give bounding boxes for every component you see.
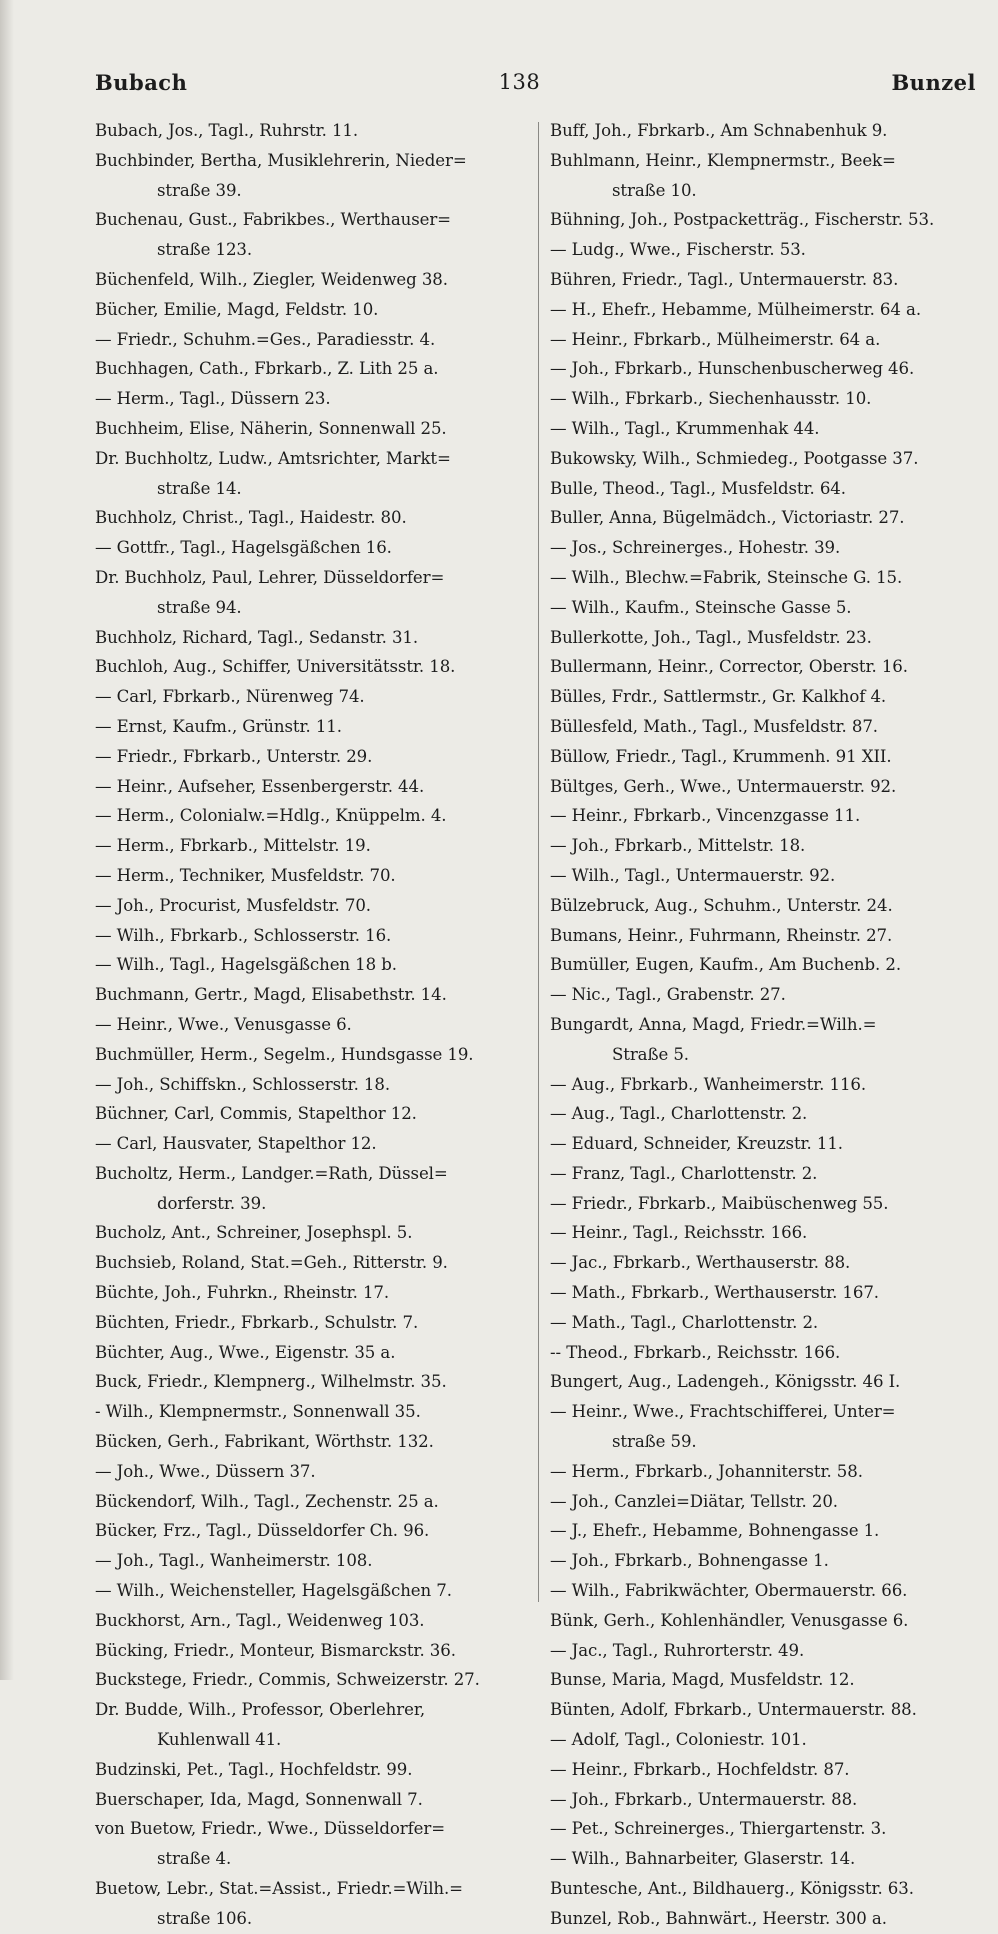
directory-entry (550, 1189, 990, 1219)
directory-entry (95, 861, 515, 891)
directory-entry (95, 1814, 515, 1874)
entry-text: — J., Ehefr., Hebamme, Bohnengasse 1. (550, 1521, 880, 1541)
entry-text: — Heinr., Wwe., Venusgasse 6. (95, 1014, 352, 1034)
entry-text: Buchmann, Gertr., Magd, Elisabethstr. 14. (95, 985, 447, 1005)
directory-entry (95, 652, 515, 682)
entry-continuation: straße 14. (157, 478, 242, 498)
directory-entry (95, 1040, 515, 1070)
directory-entry (550, 1338, 990, 1368)
directory-entry (95, 1665, 515, 1695)
entry-continuation: straße 94. (157, 597, 242, 617)
directory-entry (550, 205, 990, 235)
directory-entry (550, 1010, 990, 1070)
entry-text: — Herm., Fbrkarb., Johanniterstr. 58. (550, 1461, 863, 1481)
directory-entry (95, 1367, 515, 1397)
entry-text: — Wilh., Kaufm., Steinsche Gasse 5. (550, 597, 852, 617)
directory-entry (95, 295, 515, 325)
directory-entry (550, 1129, 990, 1159)
directory-entry (550, 1904, 990, 1934)
entry-text: Buckhorst, Arn., Tagl., Weidenweg 103. (95, 1610, 425, 1630)
entry-continuation: straße 39. (157, 180, 242, 200)
entry-text: — Jos., Schreinerges., Hohestr. 39. (550, 538, 841, 558)
directory-entry (550, 474, 990, 504)
entry-text: — Joh., Fbrkarb., Hunschenbuscherweg 46. (550, 359, 915, 379)
entry-text: Bückendorf, Wilh., Tagl., Zechenstr. 25 a. (95, 1491, 439, 1511)
entry-text: Bucholz, Ant., Schreiner, Josephspl. 5. (95, 1223, 413, 1243)
entry-text: — Heinr., Wwe., Frachtschifferei, Unter= (550, 1402, 896, 1422)
directory-entry (95, 1606, 515, 1636)
directory-entry (550, 831, 990, 861)
directory-entry (550, 1487, 990, 1517)
directory-entry (95, 742, 515, 772)
entry-text: Bücking, Friedr., Monteur, Bismarckstr. 36. (95, 1640, 456, 1660)
directory-entry (95, 1546, 515, 1576)
directory-entry (95, 116, 515, 146)
entry-text: Büchner, Carl, Commis, Stapelthor 12. (95, 1104, 417, 1124)
directory-entry (95, 950, 515, 980)
directory-entry (550, 265, 990, 295)
directory-entry (550, 742, 990, 772)
entry-text: - Wilh., Klempnermstr., Sonnenwall 35. (95, 1402, 421, 1422)
entry-text: Büchenfeld, Wilh., Ziegler, Weidenweg 38. (95, 269, 448, 289)
entry-text: Bullerkotte, Joh., Tagl., Musfeldstr. 23. (550, 627, 872, 647)
entry-continuation: straße 123. (157, 240, 253, 260)
entry-text: — Aug., Tagl., Charlottenstr. 2. (550, 1104, 808, 1124)
directory-entry (550, 1159, 990, 1189)
entry-text: — Wilh., Fbrkarb., Siechenhausstr. 10. (550, 389, 872, 409)
directory-entry (95, 563, 515, 623)
directory-entry (550, 563, 990, 593)
header-right-word: Bunzel (891, 69, 976, 95)
directory-entry (550, 1308, 990, 1338)
entry-text: — Carl, Hausvater, Stapelthor 12. (95, 1134, 377, 1154)
entry-continuation: Kuhlenwall 41. (157, 1730, 282, 1750)
entry-text: — Wilh., Tagl., Krummenhak 44. (550, 418, 820, 438)
entry-text: Bühning, Joh., Postpacketträg., Fischerstr. 53. (550, 210, 935, 230)
directory-entry (550, 891, 990, 921)
directory-entry (550, 682, 990, 712)
entry-text: Buchholz, Richard, Tagl., Sedanstr. 31. (95, 627, 419, 647)
directory-entry (95, 1785, 515, 1815)
directory-entry (95, 1099, 515, 1129)
entry-text: — Wilh., Blechw.=Fabrik, Steinsche G. 15. (550, 567, 903, 587)
entry-text: — Wilh., Fbrkarb., Schlosserstr. 16. (95, 925, 392, 945)
entry-text: — Math., Fbrkarb., Werthauserstr. 167. (550, 1283, 879, 1303)
directory-entry (550, 652, 990, 682)
entry-text: Dr. Budde, Wilh., Professor, Oberlehrer, (95, 1700, 426, 1720)
entry-continuation: straße 59. (612, 1432, 697, 1452)
directory-entry (95, 1457, 515, 1487)
directory-entry (550, 921, 990, 951)
directory-entry (550, 1636, 990, 1666)
directory-entry (550, 1516, 990, 1546)
entry-text: — Friedr., Fbrkarb., Unterstr. 29. (95, 746, 373, 766)
entry-continuation: straße 106. (157, 1908, 253, 1928)
entry-text: Buchloh, Aug., Schiffer, Universitätsstr. 18. (95, 657, 456, 677)
header-left-word: Bubach (95, 69, 188, 95)
directory-entry (550, 1099, 990, 1129)
directory-entry (550, 1218, 990, 1248)
entry-text: Dr. Buchholtz, Ludw., Amtsrichter, Markt= (95, 448, 451, 468)
entry-text: Dr. Buchholz, Paul, Lehrer, Düsseldorfer= (95, 567, 445, 587)
directory-entry (550, 861, 990, 891)
entry-text: Bunse, Maria, Magd, Musfeldstr. 12. (550, 1670, 855, 1690)
entry-text: Bücher, Emilie, Magd, Feldstr. 10. (95, 299, 379, 319)
directory-entry (95, 1516, 515, 1546)
directory-entry (95, 1070, 515, 1100)
directory-entry (95, 265, 515, 295)
entry-text: — Joh., Fbrkarb., Mittelstr. 18. (550, 836, 806, 856)
directory-entry (95, 1695, 515, 1755)
entry-text: Bunzel, Rob., Bahnwärt., Heerstr. 300 a. (550, 1908, 887, 1928)
directory-entry (95, 1576, 515, 1606)
entry-text: — Ludg., Wwe., Fischerstr. 53. (550, 240, 806, 260)
entry-continuation: straße 4. (157, 1849, 232, 1869)
directory-entry (550, 533, 990, 563)
entry-text: — Herm., Fbrkarb., Mittelstr. 19. (95, 836, 371, 856)
directory-entry (550, 593, 990, 623)
directory-entry (550, 414, 990, 444)
entry-text: Buck, Friedr., Klempnerg., Wilhelmstr. 35. (95, 1372, 447, 1392)
entry-continuation: straße 10. (612, 180, 697, 200)
directory-entry (550, 980, 990, 1010)
entry-text: — Aug., Fbrkarb., Wanheimerstr. 116. (550, 1074, 867, 1094)
directory-entry (95, 1010, 515, 1040)
directory-entry (550, 235, 990, 265)
directory-entry (550, 1070, 990, 1100)
directory-entry (95, 712, 515, 742)
directory-entry (550, 1248, 990, 1278)
directory-entry (95, 682, 515, 712)
entry-text: Bühren, Friedr., Tagl., Untermauerstr. 83. (550, 269, 899, 289)
directory-entry (550, 384, 990, 414)
directory-entry (95, 623, 515, 653)
entry-text: — Wilh., Fabrikwächter, Obermauerstr. 66. (550, 1581, 908, 1601)
directory-entry (95, 325, 515, 355)
entry-text: Bulle, Theod., Tagl., Musfeldstr. 64. (550, 478, 846, 498)
directory-entry (95, 414, 515, 444)
entry-text: — Friedr., Schuhm.=Ges., Paradiesstr. 4. (95, 329, 436, 349)
entry-text: Bücken, Gerh., Fabrikant, Wörthstr. 132. (95, 1432, 434, 1452)
entry-text: — Eduard, Schneider, Kreuzstr. 11. (550, 1134, 843, 1154)
entry-text: — Pet., Schreinerges., Thiergartenstr. 3. (550, 1819, 887, 1839)
page-number: 138 (498, 70, 541, 94)
directory-entry (95, 1248, 515, 1278)
directory-entry (95, 1636, 515, 1666)
entry-text: — Herm., Colonialw.=Hdlg., Knüppelm. 4. (95, 806, 447, 826)
entry-text: Buerschaper, Ida, Magd, Sonnenwall 7. (95, 1789, 423, 1809)
directory-entry (550, 1397, 990, 1457)
directory-entry (550, 1785, 990, 1815)
directory-entry (550, 325, 990, 355)
directory-entry (550, 801, 990, 831)
entry-text: Buchmüller, Herm., Segelm., Hundsgasse 19. (95, 1044, 474, 1064)
directory-entry (95, 1755, 515, 1785)
entry-continuation: dorferstr. 39. (157, 1193, 267, 1213)
entry-text: — Heinr., Fbrkarb., Mülheimerstr. 64 a. (550, 329, 881, 349)
directory-entry (95, 533, 515, 563)
entry-text: — Carl, Fbrkarb., Nürenweg 74. (95, 687, 365, 707)
entry-text: — Jac., Fbrkarb., Werthauserstr. 88. (550, 1253, 851, 1273)
directory-entry (550, 1546, 990, 1576)
entry-text: — Wilh., Bahnarbeiter, Glaserstr. 14. (550, 1849, 856, 1869)
directory-entry (550, 623, 990, 653)
entry-text: Bünten, Adolf, Fbrkarb., Untermauerstr. 88. (550, 1700, 917, 1720)
entry-text: Bungardt, Anna, Magd, Friedr.=Wilh.= (550, 1014, 877, 1034)
directory-entry (550, 1725, 990, 1755)
entry-text: von Buetow, Friedr., Wwe., Düsseldorfer= (95, 1819, 445, 1839)
entry-text: Buchheim, Elise, Näherin, Sonnenwall 25. (95, 418, 447, 438)
entry-text: Buntesche, Ant., Bildhauerg., Königsstr. 63. (550, 1879, 914, 1899)
directory-entry (550, 772, 990, 802)
entry-text: Bücker, Frz., Tagl., Düsseldorfer Ch. 96. (95, 1521, 430, 1541)
entry-text: — Herm., Tagl., Düssern 23. (95, 389, 331, 409)
entry-text: Buchsieb, Roland, Stat.=Geh., Ritterstr. 9. (95, 1253, 448, 1273)
directory-entry (95, 772, 515, 802)
entry-text: Bünk, Gerh., Kohlenhändler, Venusgasse 6. (550, 1610, 909, 1630)
directory-entry (95, 1308, 515, 1338)
entry-text: — Wilh., Tagl., Hagelsgäßchen 18 b. (95, 955, 397, 975)
entry-text: — Wilh., Tagl., Untermauerstr. 92. (550, 865, 836, 885)
directory-entry (550, 1874, 990, 1904)
directory-entry (95, 1218, 515, 1248)
directory-entry (550, 444, 990, 474)
entry-text: Bungert, Aug., Ladengeh., Königsstr. 46 I. (550, 1372, 901, 1392)
directory-entry (95, 1874, 515, 1934)
directory-entry (550, 295, 990, 325)
directory-entry (550, 1814, 990, 1844)
entry-text: Bullermann, Heinr., Corrector, Oberstr. 16. (550, 657, 908, 677)
directory-entry (550, 1665, 990, 1695)
entry-text: Büllesfeld, Math., Tagl., Musfeldstr. 87. (550, 716, 878, 736)
entry-text: Büchten, Friedr., Fbrkarb., Schulstr. 7. (95, 1312, 419, 1332)
left-column (95, 116, 515, 1934)
entry-text: Buff, Joh., Fbrkarb., Am Schnabenhuk 9. (550, 121, 888, 140)
directory-entry (550, 712, 990, 742)
directory-entry (95, 354, 515, 384)
entry-text: — Herm., Techniker, Musfeldstr. 70. (95, 865, 396, 885)
entry-text: -- Theod., Fbrkarb., Reichsstr. 166. (550, 1342, 841, 1362)
directory-entry (95, 1487, 515, 1517)
entry-text: — Heinr., Aufseher, Essenbergerstr. 44. (95, 776, 425, 796)
directory-entry (550, 1457, 990, 1487)
entry-text: Bültges, Gerh., Wwe., Untermauerstr. 92. (550, 776, 897, 796)
entry-text: Bucholtz, Herm., Landger.=Rath, Düssel= (95, 1163, 448, 1183)
entry-text: Bumans, Heinr., Fuhrmann, Rheinstr. 27. (550, 925, 893, 945)
entry-text: Buchbinder, Bertha, Musiklehrerin, Nieder= (95, 150, 467, 170)
entry-text: — Heinr., Fbrkarb., Vincenzgasse 11. (550, 806, 861, 826)
entry-text: Budzinski, Pet., Tagl., Hochfeldstr. 99. (95, 1759, 413, 1779)
directory-entry (550, 1755, 990, 1785)
entry-text: Buchenau, Gust., Fabrikbes., Werthauser= (95, 210, 451, 230)
entry-text: — Joh., Schiffskn., Schlosserstr. 18. (95, 1074, 391, 1094)
entry-text: — Gottfr., Tagl., Hagelsgäßchen 16. (95, 538, 392, 558)
entry-text: Büchte, Joh., Fuhrkn., Rheinstr. 17. (95, 1283, 390, 1303)
entry-text: Buckstege, Friedr., Commis, Schweizerstr. 27. (95, 1670, 480, 1690)
entry-text: — Heinr., Fbrkarb., Hochfeldstr. 87. (550, 1759, 850, 1779)
entry-text: Büllow, Friedr., Tagl., Krummenh. 91 XII. (550, 746, 892, 766)
entry-text: — Math., Tagl., Charlottenstr. 2. (550, 1312, 819, 1332)
directory-entry (95, 891, 515, 921)
directory-entry (95, 801, 515, 831)
page-header (95, 66, 976, 98)
entry-text: Bukowsky, Wilh., Schmiedeg., Pootgasse 37. (550, 448, 919, 468)
entry-text: — Joh., Procurist, Musfeldstr. 70. (95, 895, 371, 915)
entry-text: Buhlmann, Heinr., Klempnermstr., Beek= (550, 150, 896, 170)
entry-continuation: Straße 5. (612, 1044, 689, 1064)
directory-entry (550, 146, 990, 206)
entry-text: — Heinr., Tagl., Reichsstr. 166. (550, 1223, 808, 1243)
directory-entry (550, 116, 990, 146)
entry-text: Bülzebruck, Aug., Schuhm., Unterstr. 24. (550, 895, 893, 915)
entry-text: — Ernst, Kaufm., Grünstr. 11. (95, 716, 342, 736)
directory-entry (95, 921, 515, 951)
entry-text: — Jac., Tagl., Ruhrorterstr. 49. (550, 1640, 805, 1660)
directory-entry (550, 1844, 990, 1874)
entry-text: Buchhagen, Cath., Fbrkarb., Z. Lith 25 a. (95, 359, 439, 379)
directory-entry (550, 1576, 990, 1606)
directory-entry (550, 950, 990, 980)
entry-text: Buller, Anna, Bügelmädch., Victoriastr. 27. (550, 508, 905, 528)
directory-entry (95, 831, 515, 861)
right-column (550, 116, 990, 1934)
directory-entry (550, 1606, 990, 1636)
directory-entry (550, 1278, 990, 1308)
directory-entry (95, 1129, 515, 1159)
directory-entry (95, 384, 515, 414)
entry-text: Bülles, Frdr., Sattlermstr., Gr. Kalkhof 4. (550, 687, 887, 707)
directory-entry (95, 1278, 515, 1308)
entry-text: — Adolf, Tagl., Coloniestr. 101. (550, 1730, 807, 1750)
entry-text: — Joh., Canzlei=Diätar, Tellstr. 20. (550, 1491, 838, 1511)
directory-entry (550, 354, 990, 384)
column-divider (538, 122, 539, 1602)
entry-text: — Joh., Fbrkarb., Bohnengasse 1. (550, 1551, 829, 1571)
directory-entry (95, 1427, 515, 1457)
entry-text: — Franz, Tagl., Charlottenstr. 2. (550, 1163, 818, 1183)
directory-entry (95, 146, 515, 206)
directory-entry (95, 503, 515, 533)
directory-entry (95, 1159, 515, 1219)
entry-text: Buchholz, Christ., Tagl., Haidestr. 80. (95, 508, 407, 528)
entry-text: Büchter, Aug., Wwe., Eigenstr. 35 a. (95, 1342, 396, 1362)
entry-text: — Joh., Fbrkarb., Untermauerstr. 88. (550, 1789, 858, 1809)
directory-entry (550, 1695, 990, 1725)
entry-text: — Joh., Wwe., Düssern 37. (95, 1461, 316, 1481)
directory-entry (550, 503, 990, 533)
entry-text: Buetow, Lebr., Stat.=Assist., Friedr.=Wilh.= (95, 1879, 463, 1899)
entry-text: — Nic., Tagl., Grabenstr. 27. (550, 985, 786, 1005)
entry-text: Bumüller, Eugen, Kaufm., Am Buchenb. 2. (550, 955, 902, 975)
entry-text: — Joh., Tagl., Wanheimerstr. 108. (95, 1551, 373, 1571)
entry-text: — Friedr., Fbrkarb., Maibüschenweg 55. (550, 1193, 889, 1213)
entry-text: — Wilh., Weichensteller, Hagelsgäßchen 7. (95, 1581, 452, 1601)
directory-entry (95, 1397, 515, 1427)
entry-text: Bubach, Jos., Tagl., Ruhrstr. 11. (95, 121, 359, 140)
directory-entry (95, 1338, 515, 1368)
entry-text: — H., Ehefr., Hebamme, Mülheimerstr. 64 a. (550, 299, 921, 319)
directory-entry (95, 205, 515, 265)
directory-entry (550, 1367, 990, 1397)
directory-entry (95, 980, 515, 1010)
directory-entry (95, 444, 515, 504)
